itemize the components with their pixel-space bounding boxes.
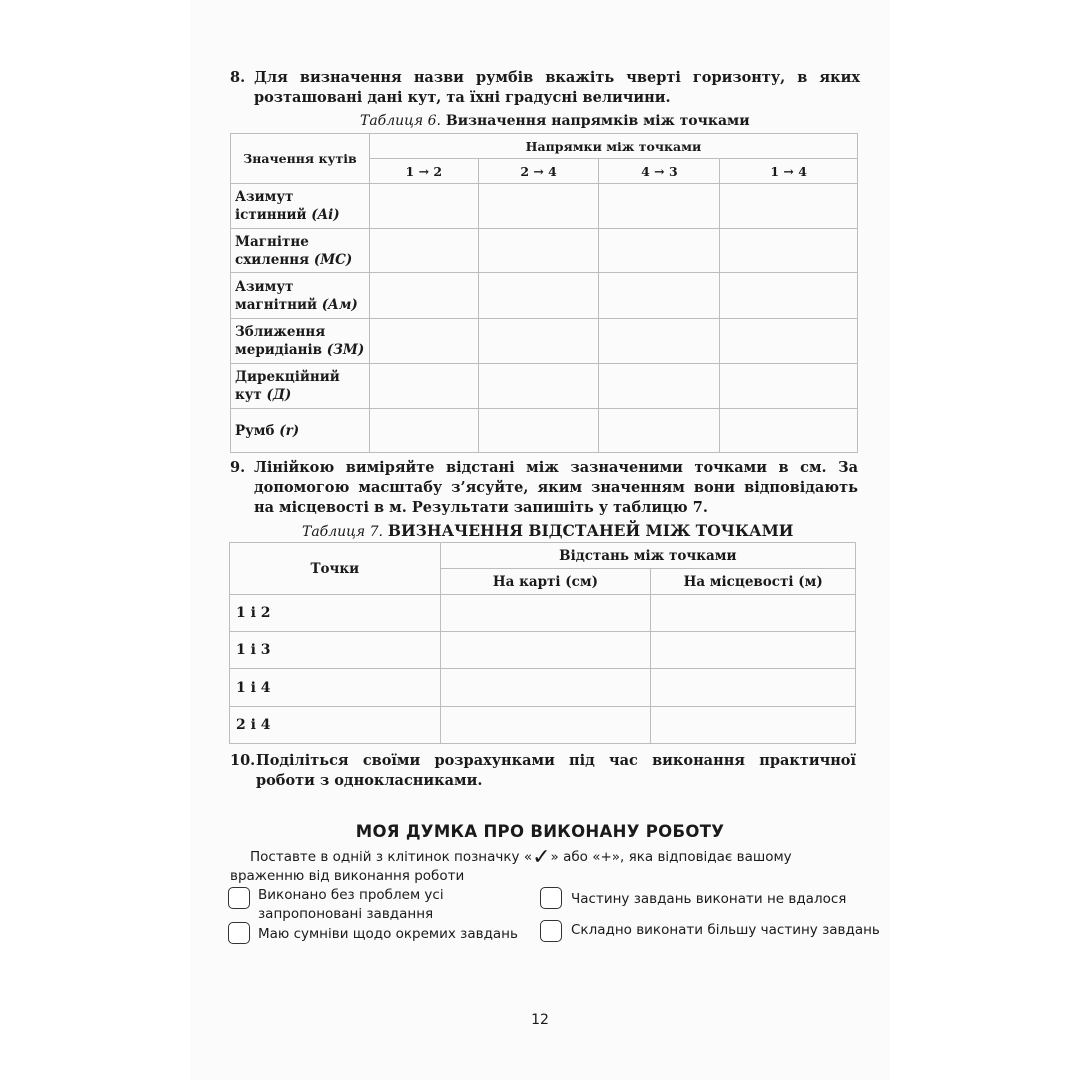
input-cell[interactable] [478,409,599,453]
table-7-caption-title: ВИЗНАЧЕННЯ ВІДСТАНЕЙ МІЖ ТОЧКАМИ [387,521,794,540]
table-6-caption [360,113,750,129]
input-cell[interactable] [478,273,599,319]
row-label-text: Азимут істинний [235,189,307,223]
input-cell[interactable] [599,184,720,229]
input-cell[interactable] [478,229,599,273]
checkbox-no-problems[interactable] [228,887,250,909]
input-cell[interactable] [651,669,856,707]
table-7 [229,542,856,744]
table-7-col-map: На карті (см) [440,569,651,595]
row-label-symbol: (Aм) [321,296,358,313]
feedback-instructions [230,845,855,886]
table-6-col-header: 4 → 3 [599,159,720,184]
input-cell[interactable] [651,595,856,632]
row-label: 1 і 2 [230,595,441,632]
table-7-corner-header: Точки [230,543,441,595]
task-9-text: Лінійкою виміряйте відстані між зазначеними точками в см. За допомогою масштабу з’ясуйте, яким значенням вони відповідають на місцевості в м. Результати запишіть у таблицю 7. [254,459,858,516]
input-cell[interactable] [651,632,856,669]
table-6-corner-header: Значення кутів [231,134,370,184]
input-cell[interactable] [369,273,478,319]
option-mostly-difficult: Складно виконати більшу частину завдань [571,922,880,938]
table-row [230,595,856,632]
row-label-symbol: (ЗМ) [326,342,365,358]
task-9-number: 9. [230,459,246,476]
task-8-number: 8. [230,69,246,86]
table-7-col-ground: На місцевості (м) [651,569,856,595]
task-8-text: Для визначення назви румбів вкажіть чверті горизонту, в яких розташовані дані кут, та їхні градусні величини. [254,69,860,106]
instr-before: Поставте в одній з клітинок позначку « [250,849,533,865]
input-cell[interactable] [440,707,651,744]
input-cell[interactable] [651,707,856,744]
row-label-text: Дирекційний кут [235,369,340,403]
table-row [231,364,858,409]
input-cell[interactable] [478,319,599,364]
table-row [230,707,856,744]
row-label-symbol: (МС) [313,251,353,268]
input-cell[interactable] [720,184,858,229]
row-label: 1 і 3 [230,632,441,669]
row-label-text: Румб [235,422,275,439]
input-cell[interactable] [720,273,858,319]
input-cell[interactable] [720,319,858,364]
input-cell[interactable] [599,364,720,409]
table-6-group-header: Напрямки між точками [369,134,857,159]
row-label-symbol: (Д) [266,387,292,403]
table-6 [230,133,858,453]
row-label: 2 і 4 [230,707,441,744]
table-row [231,229,858,273]
task-10 [230,751,856,791]
input-cell[interactable] [478,184,599,229]
row-label [231,273,370,319]
row-label [231,319,370,364]
instr-after: » або «+», яка відповідає вашому враженню від виконання роботи [230,849,792,884]
task-10-text: Поділіться своїми розрахунками під час виконання практичної роботи з однокласниками. [256,752,856,789]
table-row [231,273,858,319]
table-row [230,669,856,707]
input-cell[interactable] [478,364,599,409]
feedback-title: МОЯ ДУМКА ПРО ВИКОНАНУ РОБОТУ [355,822,725,841]
table-row [231,184,858,229]
input-cell[interactable] [369,409,478,453]
page-number: 12 [531,1012,549,1028]
table-7-group-header: Відстань між точками [440,543,855,569]
row-label-symbol: (r) [279,422,300,439]
input-cell[interactable] [440,595,651,632]
input-cell[interactable] [440,632,651,669]
input-cell[interactable] [369,184,478,229]
input-cell[interactable] [720,229,858,273]
checkbox-partially-failed[interactable] [540,887,562,909]
table-row [231,319,858,364]
input-cell[interactable] [599,319,720,364]
table-6-col-header: 1 → 4 [720,159,858,184]
row-label-text: Магнітне схилення [235,233,310,268]
table-7-caption-number: Таблиця 7. [302,524,384,540]
input-cell[interactable] [599,229,720,273]
table-6-caption-number: Таблиця 6. [360,113,442,129]
table-6-caption-title: Визначення напрямків між точками [445,113,750,129]
input-cell[interactable] [369,229,478,273]
input-cell[interactable] [369,364,478,409]
row-label [231,409,370,453]
row-label [231,364,370,409]
row-label [231,184,370,229]
task-8 [230,68,860,108]
table-7-caption [302,521,793,540]
checkmark-icon: ✓ [532,845,551,870]
table-6-col-header: 2 → 4 [478,159,599,184]
input-cell[interactable] [369,319,478,364]
input-cell[interactable] [599,409,720,453]
row-label-symbol: (Aі) [311,207,340,223]
input-cell[interactable] [599,273,720,319]
option-partially-failed: Частину завдань виконати не вдалося [571,891,847,907]
task-10-number: 10. [230,752,256,769]
option-no-problems: Виконано без проблем усі запропоновані завдання [258,887,444,922]
input-cell[interactable] [720,364,858,409]
row-label-text: Азимут магнітний [235,278,318,313]
table-row [231,409,858,453]
option-some-doubts: Маю сумніви щодо окремих завдань [258,926,518,942]
table-row [230,632,856,669]
input-cell[interactable] [440,669,651,707]
checkbox-mostly-difficult[interactable] [540,920,562,942]
row-label: 1 і 4 [230,669,441,707]
input-cell[interactable] [720,409,858,453]
table-6-col-header: 1 → 2 [369,159,478,184]
row-label-text: Зближення меридіанів [235,324,326,358]
checkbox-some-doubts[interactable] [228,922,250,944]
row-label [231,229,370,273]
task-9 [230,458,858,518]
